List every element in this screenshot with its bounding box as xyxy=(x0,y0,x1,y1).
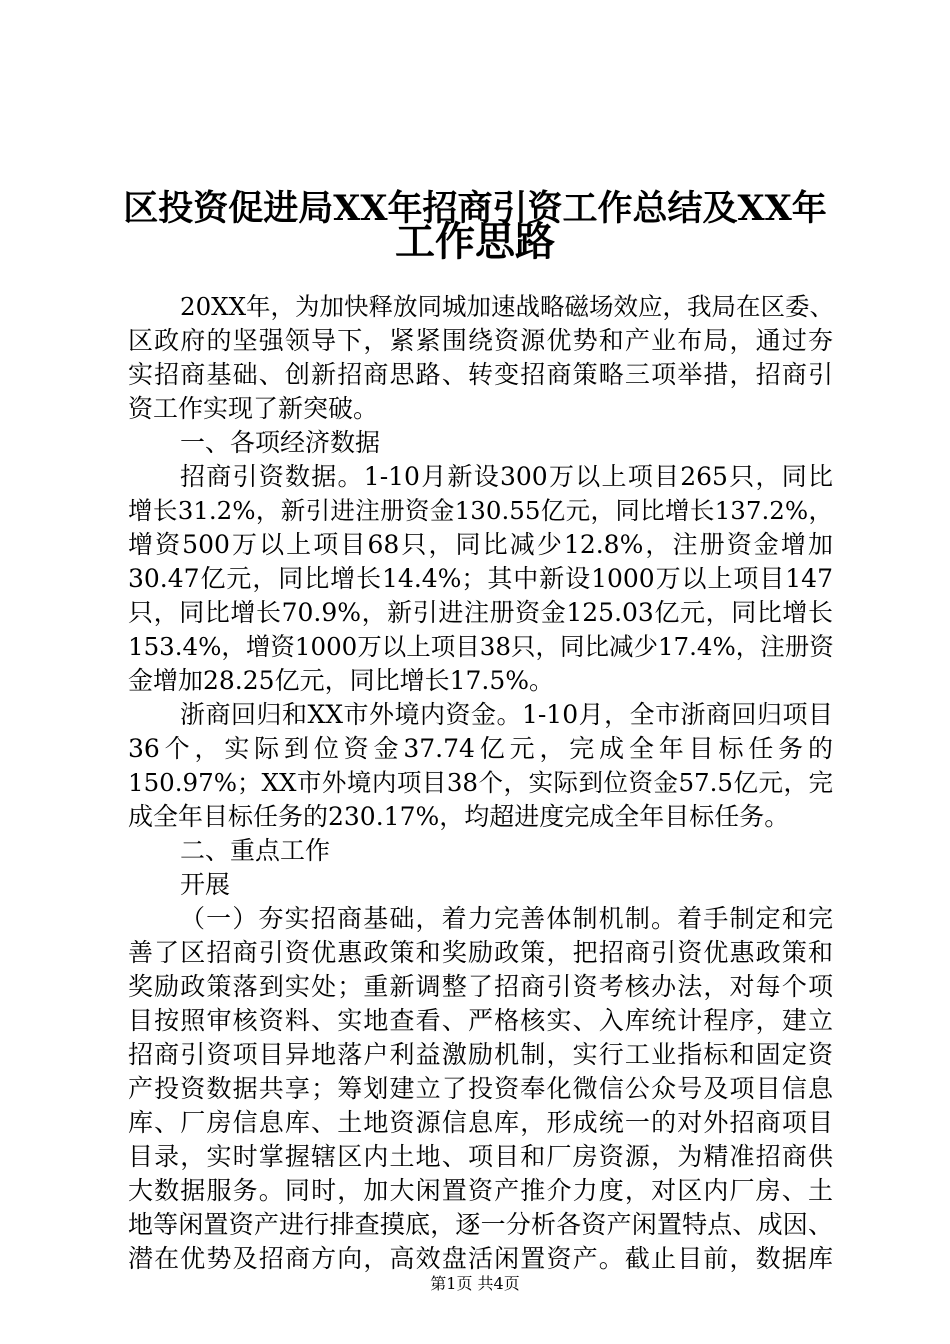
document-body xyxy=(128,290,833,1276)
body-line: 一、各项经济数据 xyxy=(180,428,381,457)
body-line: 库、厂房信息库、土地资源信息库，形成统一的对外招商项目 xyxy=(128,1108,833,1137)
body-line: 只，同比增长70.9%，新引进注册资金125.03亿元，同比增长 xyxy=(128,598,833,627)
body-line: 20XX年，为加快释放同城加速战略磁场效应，我局在区委、 xyxy=(180,292,835,321)
body-line: 奖励政策落到实处；重新调整了招商引资考核办法，对每个项 xyxy=(128,972,833,1001)
body-line: 招商引资数据。1-10月新设300万以上项目265只，同比 xyxy=(180,462,833,491)
body-line: 成全年目标任务的230.17%，均超进度完成全年目标任务。 xyxy=(128,802,790,831)
body-line: 浙商回归和XX市外境内资金。1-10月，全市浙商回归项目 xyxy=(180,700,833,729)
body-line: 资工作实现了新突破。 xyxy=(128,394,379,423)
body-line: 增资500万以上项目68只，同比减少12.8%，注册资金增加 xyxy=(128,530,833,559)
body-line: 30.47亿元，同比增长14.4%；其中新设1000万以上项目147 xyxy=(128,564,833,593)
body-line: 36个，实际到位资金37.74亿元，完成全年目标任务的 xyxy=(128,734,833,763)
body-line: 大数据服务。同时，加大闲置资产推介力度，对区内厂房、土 xyxy=(128,1176,833,1205)
body-line: 二、重点工作 xyxy=(180,836,331,865)
body-line: 开展 xyxy=(180,870,231,899)
document-title-line-1: 区投资促进局XX年招商引资工作总结及XX年 xyxy=(123,188,827,229)
body-line: 150.97%；XX市外境内项目38个，实际到位资金57.5亿元，完 xyxy=(128,768,833,797)
body-line: 地等闲置资产进行排查摸底，逐一分析各资产闲置特点、成因、 xyxy=(128,1210,833,1239)
body-line: 增长31.2%，新引进注册资金130.55亿元，同比增长137.2%， xyxy=(128,496,833,525)
body-line: 目录，实时掌握辖区内土地、项目和厂房资源，为精准招商供 xyxy=(128,1142,833,1171)
body-line: 153.4%，增资1000万以上项目38只，同比减少17.4%，注册资 xyxy=(128,632,834,661)
body-line: 目按照审核资料、实地查看、严格核实、入库统计程序，建立 xyxy=(128,1006,833,1035)
body-line: （一）夯实招商基础，着力完善体制机制。着手制定和完 xyxy=(180,904,833,933)
body-line: 区政府的坚强领导下，紧紧围绕资源优势和产业布局，通过夯 xyxy=(128,326,833,355)
body-line: 实招商基础、创新招商思路、转变招商策略三项举措，招商引 xyxy=(128,360,833,389)
document-title-line-2: 工作思路 xyxy=(395,218,555,265)
body-line: 善了区招商引资优惠政策和奖励政策，把招商引资优惠政策和 xyxy=(128,938,833,967)
body-line: 招商引资项目异地落户利益激励机制，实行工业指标和固定资 xyxy=(128,1040,833,1069)
page-footer: 第1页 共4页 xyxy=(430,1274,520,1293)
body-line: 金增加28.25亿元，同比增长17.5%。 xyxy=(128,666,554,695)
body-line: 产投资数据共享；筹划建立了投资奉化微信公众号及项目信息 xyxy=(128,1074,833,1103)
body-line: 潜在优势及招商方向，高效盘活闲置资产。截止目前，数据库 xyxy=(128,1244,833,1273)
